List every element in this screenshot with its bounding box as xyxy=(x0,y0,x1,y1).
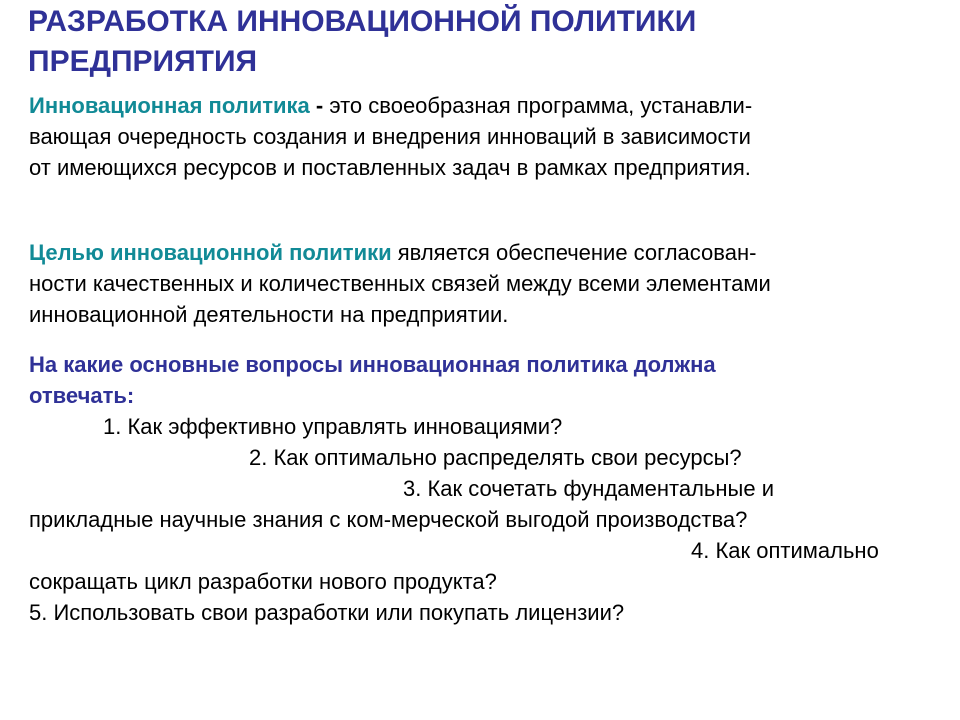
questions-block xyxy=(29,349,939,628)
question-4-part-1: 4. Как оптимально xyxy=(691,538,879,563)
questions-heading-line-2: отвечать: xyxy=(29,383,135,408)
definition-paragraph xyxy=(29,90,939,183)
definition-line-3: от имеющихся ресурсов и поставленных задач в рамках предприятия. xyxy=(29,155,751,180)
questions-heading-line-1: На какие основные вопросы инновационная политика должна xyxy=(29,352,716,377)
slide-title xyxy=(28,2,928,82)
definition-line-1: это своеобразная программа, устанавли- xyxy=(329,93,753,118)
question-5: 5. Использовать свои разработки или покупать лицензии? xyxy=(29,600,625,625)
definition-dash: - xyxy=(309,93,330,118)
goal-paragraph xyxy=(29,237,939,330)
question-2: 2. Как оптимально распределять свои ресурсы? xyxy=(249,445,742,470)
definition-term: Инновационная политика xyxy=(29,93,310,118)
slide-title-text: РАЗРАБОТКА ИННОВАЦИОННОЙ ПОЛИТИКИ ПРЕДПРИЯТИЯ xyxy=(28,5,697,78)
goal-term: Целью инновационной политики xyxy=(29,240,392,265)
question-1: 1. Как эффективно управлять инновациями? xyxy=(103,414,563,439)
definition-line-2: вающая очередность создания и внедрения инноваций в зависимости xyxy=(29,124,751,149)
question-3-part-2: прикладные научные знания с ком-мерческой выгодой производства? xyxy=(29,507,748,532)
question-3-part-1: 3. Как сочетать фундаментальные и xyxy=(403,476,774,501)
question-4-part-2: сокращать цикл разработки нового продукта? xyxy=(29,569,497,594)
goal-line-1: является обеспечение согласован- xyxy=(391,240,757,265)
goal-line-2: ности качественных и количественных связей между всеми элементами xyxy=(29,271,771,296)
goal-line-3: инновационной деятельности на предприятии. xyxy=(29,302,509,327)
